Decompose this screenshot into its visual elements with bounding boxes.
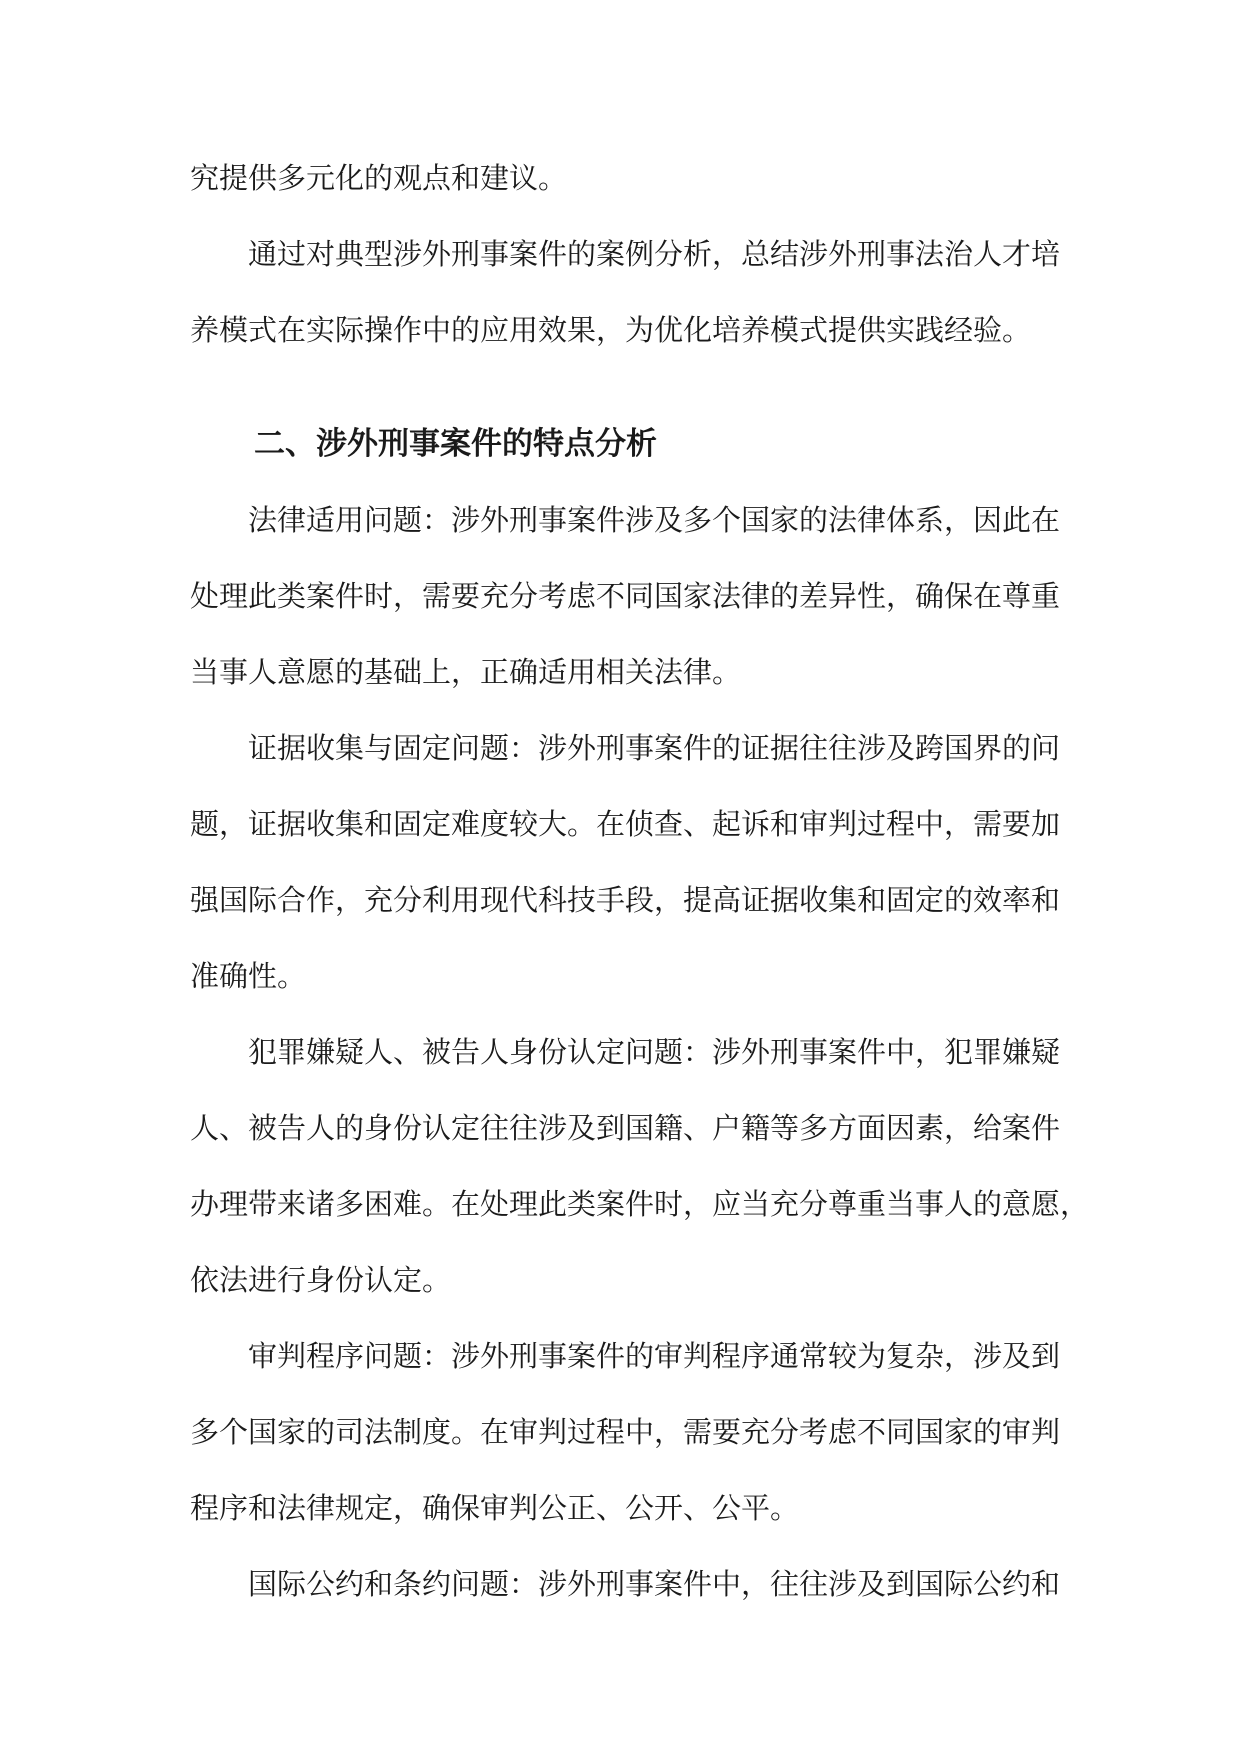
text-line: 依法进行身份认定。 <box>190 1263 452 1297</box>
text-line: 人、被告人的身份认定往往涉及到国籍、户籍等多方面因素，给案件 <box>190 1111 1061 1145</box>
section-spacer <box>190 368 1060 406</box>
paragraph-evidence <box>190 710 1060 1014</box>
text-line: 犯罪嫌疑人、被告人身份认定问题：涉外刑事案件中，犯罪嫌疑 <box>248 1035 1061 1069</box>
paragraph-case-analysis <box>190 216 1060 368</box>
text-line: 审判程序问题：涉外刑事案件的审判程序通常较为复杂，涉及到 <box>248 1339 1061 1373</box>
text-line: 当事人意愿的基础上，正确适用相关法律。 <box>190 655 742 689</box>
document-page <box>190 140 1090 1622</box>
text-line: 国际公约和条约问题：涉外刑事案件中，往往涉及到国际公约和 <box>248 1567 1061 1601</box>
paragraph-law-application <box>190 482 1060 710</box>
text-line: 程序和法律规定，确保审判公正、公开、公平。 <box>190 1491 800 1525</box>
text-line: 准确性。 <box>190 959 307 993</box>
text-line: 究提供多元化的观点和建议。 <box>190 161 568 195</box>
text-line: 法律适用问题：涉外刑事案件涉及多个国家的法律体系，因此在 <box>248 503 1061 537</box>
text-line: 通过对典型涉外刑事案件的案例分析，总结涉外刑事法治人才培 <box>248 237 1061 271</box>
text-line: 养模式在实际操作中的应用效果，为优化培养模式提供实践经验。 <box>190 313 1032 347</box>
text-line: 证据收集与固定问题：涉外刑事案件的证据往往涉及跨国界的问 <box>248 731 1061 765</box>
paragraph-identity <box>190 1014 1090 1318</box>
text-line: 办理带来诸多困难。在处理此类案件时，应当充分尊重当事人的意愿， <box>190 1187 1090 1221</box>
text-line: 题，证据收集和固定难度较大。在侦查、起诉和审判过程中，需要加 <box>190 807 1061 841</box>
paragraph-trial-procedure <box>190 1318 1060 1546</box>
section-heading: 二、涉外刑事案件的特点分析 <box>254 426 657 462</box>
paragraph-continuation <box>190 140 1060 216</box>
text-line: 处理此类案件时，需要充分考虑不同国家法律的差异性，确保在尊重 <box>190 579 1061 613</box>
paragraph-international-treaties <box>190 1546 1060 1622</box>
text-line: 强国际合作，充分利用现代科技手段，提高证据收集和固定的效率和 <box>190 883 1061 917</box>
text-line: 多个国家的司法制度。在审判过程中，需要充分考虑不同国家的审判 <box>190 1415 1061 1449</box>
